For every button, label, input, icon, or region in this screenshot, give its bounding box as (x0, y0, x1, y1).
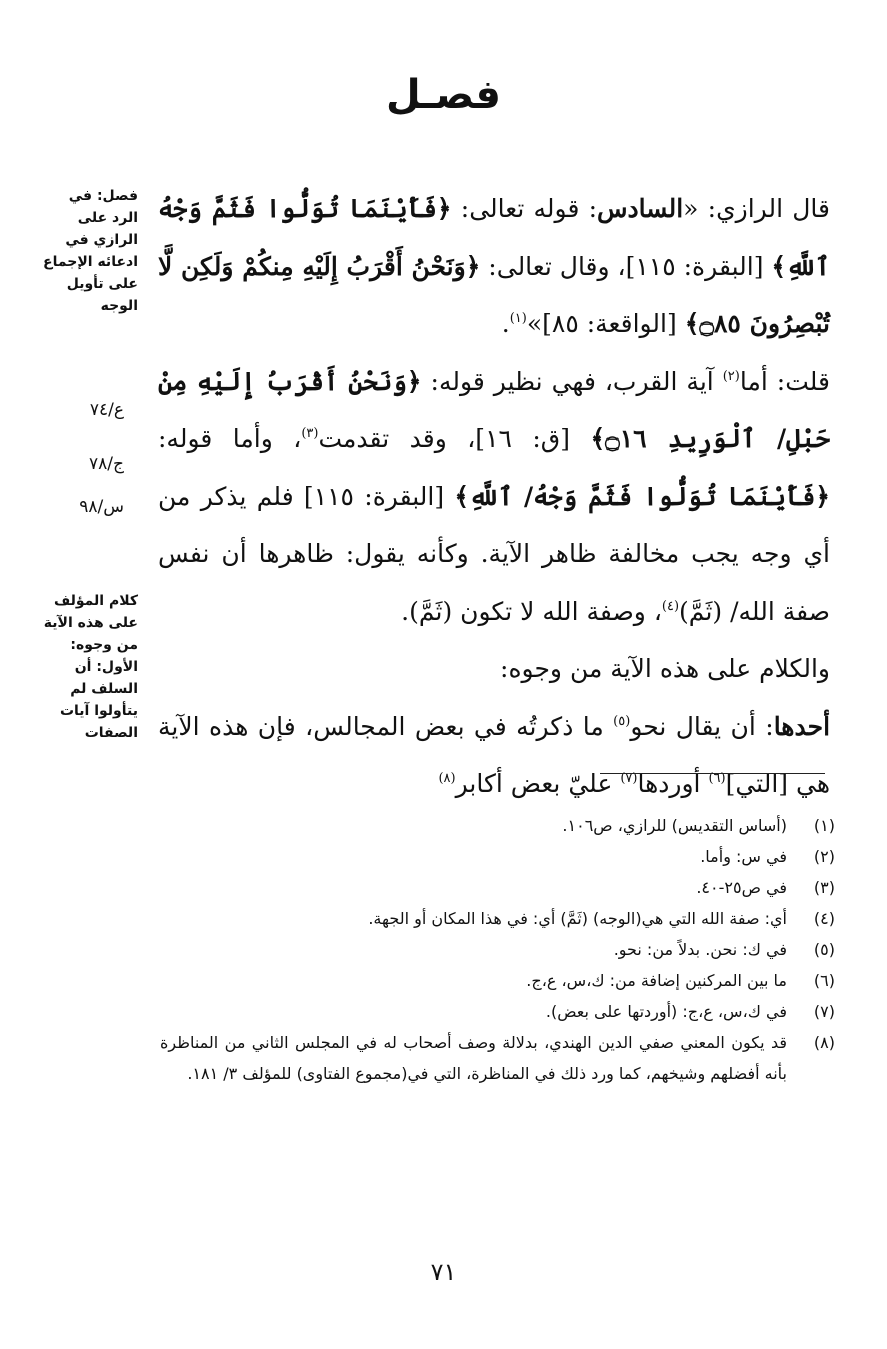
text-run: عليّ بعض أكابر (455, 769, 621, 798)
text-run: : أن يقال نحو (630, 711, 774, 741)
quran-verse: ﴿وَنَحْنُ أَقْرَبُ إِلَيْهِ مِنكُمْ وَلَكِن لَّا تُبْصِرُونَ ۝٨٥﴾ (158, 251, 830, 338)
footnote-text: في ك،س، ع،ج: (أوردتها على بعض). (545, 1002, 787, 1021)
footnote-number: (٧) (813, 1002, 835, 1021)
footnote-text: أي: صفة الله التي هي(الوجه) (ثَمَّ) أي: في هذا المكان أو الجهة. (368, 909, 787, 928)
text-run: ما ذكرتُه في بعض المجالس، فإن هذه الآية هي [التي] (158, 711, 830, 798)
footnotes-section (160, 810, 835, 1089)
main-text (158, 180, 830, 813)
footnote-marker[interactable]: (٢) (722, 368, 740, 384)
text-run: [الواقعة: ٨٥]» (526, 309, 685, 338)
text-run: [ق: ١٦]، وقد تقدمت (318, 424, 591, 453)
footnote-number: (٥) (813, 940, 835, 959)
footnote-text: (أساس التقديس) للرازي، ص١٠٦. (562, 816, 787, 835)
footnote-marker[interactable]: (٧) (620, 771, 638, 786)
footnote (160, 841, 835, 872)
footnote-number: (٣) (813, 878, 835, 897)
footnote-number: (٢) (813, 847, 835, 866)
footnote-marker[interactable]: (٦) (708, 771, 726, 786)
quran-verse: ﴿فَأَيْنَمَا تُوَلُّوا فَثَمَّ وَجْهُ ٱللَّهِ﴾ (158, 194, 831, 281)
footnote-text: في س: وأما. (700, 847, 787, 866)
manuscript-ref-jim: ج/٧٨ (89, 454, 124, 474)
text-run: آية القرب، فهي نظير قوله: (421, 366, 723, 396)
paragraph-first-aspect (158, 698, 830, 813)
page-number: ٧١ (430, 1258, 457, 1286)
inline-label: أحدها (773, 711, 831, 741)
footnote-number: (٤) (813, 909, 835, 928)
text-run: . (501, 309, 510, 338)
footnote-marker[interactable]: (٣) (301, 426, 319, 441)
paragraph-aspects-intro: والكلام على هذه الآية من وجوه: (500, 654, 830, 683)
footnote-marker[interactable]: (٤) (661, 598, 680, 614)
footnote (160, 965, 835, 996)
text-run: : قوله تعالى: (451, 194, 598, 223)
footnote-text: في ك: نحن. بدلاً من: نحو. (613, 940, 787, 959)
quran-verse: ﴿فَأَيْنَمَا تُوَلُّوا فَثَمَّ وَجْهُ/ ٱللَّهِ﴾ (454, 481, 830, 511)
footnote-marker[interactable]: (٨) (438, 771, 456, 786)
manuscript-ref-sin: س/٩٨ (79, 497, 124, 517)
manuscript-ref-ayn: ع/٧٤ (89, 400, 124, 420)
text-run: قلت: أما (739, 366, 830, 396)
footnote-number: (٦) (813, 971, 835, 990)
footnote-marker[interactable]: (٥) (613, 713, 631, 729)
paragraph-author-response (158, 353, 830, 641)
footnote (160, 903, 835, 934)
footnote-number: (٨) (813, 1033, 835, 1052)
text-run: [البقرة: ١١٥]، وقال تعالى: (480, 251, 772, 281)
footnote-text: ما بين المركنين إضافة من: ك،س، ع،ج. (526, 971, 787, 990)
text-run: أوردها (637, 769, 709, 798)
text-run: [البقرة: ١١٥] فلم يذكر من أي وجه يجب مخالفة ظاهر الآية. وكأنه يقول: ظاهرها أن نفس صفة الله/ (ثَمَّ) (158, 481, 830, 626)
paragraph-razi-quote (158, 180, 830, 353)
footnote-divider (600, 773, 825, 774)
footnote (160, 810, 835, 841)
footnote (160, 996, 835, 1027)
footnote (160, 872, 835, 903)
footnote-text: في ص٢٥-٤٠. (696, 878, 787, 897)
text-run: قال الرازي: « (683, 194, 830, 223)
footnote-marker[interactable]: (١) (509, 311, 527, 326)
footnote-number: (١) (813, 816, 835, 835)
footnote (160, 934, 835, 965)
quran-verse: ﴿وَنَحْنُ أَقْرَبُ إِلَيْهِ مِنْ حَبْلِ/ ٱلْوَرِيدِ ۝١٦﴾ (158, 366, 831, 453)
text-run: ، وأما قوله: (158, 424, 302, 453)
margin-note-refutation: فصل: في الرد على الرازي في ادعائه الإجماع على تأويل الوجه (43, 188, 138, 314)
footnote-text: قد يكون المعني صفي الدين الهندي، بدلالة وصف أصحاب له في المجلس الثاني من المناظرة بأنه أفضلهم وشيخهم، كما ورد ذلك في المناظرة، التي في(مجموع الفتاوى) للمؤلف ٣/ ١٨١. (160, 1033, 787, 1083)
section-heading: فصـل (386, 72, 501, 118)
text-run: ، وصفة الله لا تكون (ثَمَّ). (401, 596, 662, 626)
inline-label: السادس (597, 194, 684, 223)
footnote (160, 1027, 835, 1089)
margin-note-author-commentary: كلام المؤلف على هذه الآية من وجوه: الأول: أن السلف لم يتأولوا آيات الصفات (43, 593, 138, 741)
